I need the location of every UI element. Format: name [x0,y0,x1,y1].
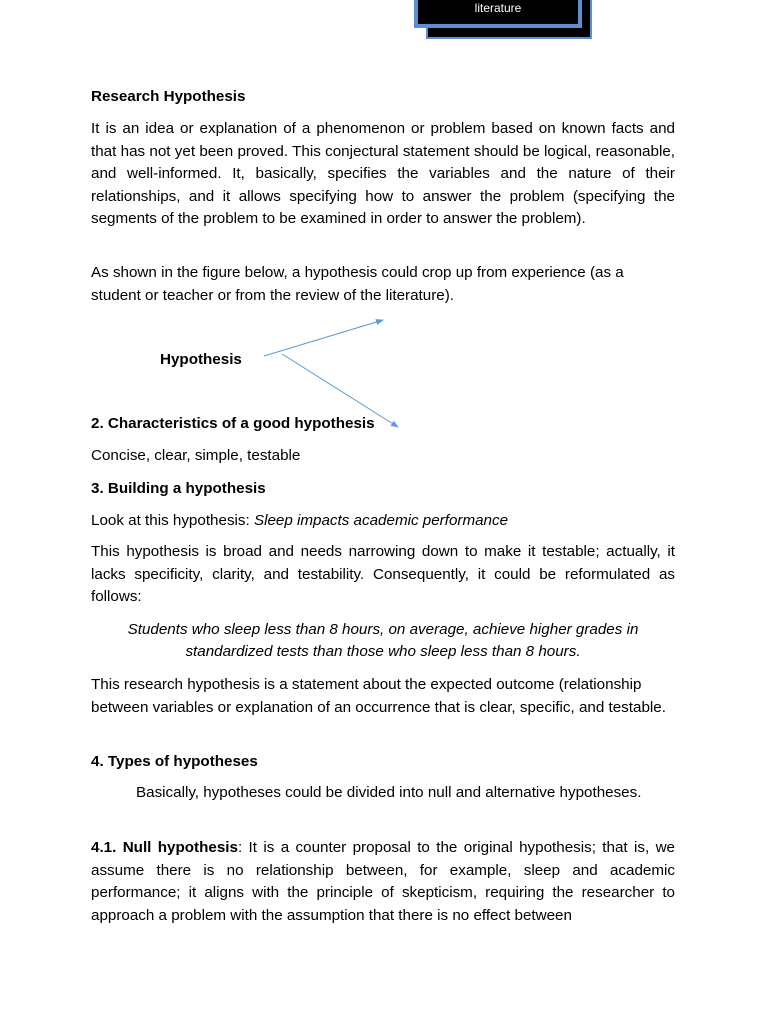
quote-line-1: Students who sleep less than 8 hours, on average, achieve higher grades in [127,621,639,638]
paragraph-narrowing: This hypothesis is broad and needs narrowing down to make it testable; actually, it lacks specificity, clarity, and testability. Consequently, it could be reformulated as follows: [91,543,675,606]
null-hypothesis-label: 4.1. Null hypothesis [91,839,238,856]
paragraph-null-hypothesis [91,837,675,927]
section-heading-building: 3. Building a hypothesis [91,480,266,497]
quote-line-2: standardized tests than those who sleep less than 8 hours. [185,643,581,660]
arrow-up [264,320,383,356]
diagram-hypothesis-label: Hypothesis [160,351,242,368]
section-heading-characteristics: 2. Characteristics of a good hypothesis [91,415,375,432]
paragraph-expected-outcome: This research hypothesis is a statement about the expected outcome (relationship between variables or explanation of an occurrence that is clear, specific, and testable. [91,676,666,716]
paragraph-definition: It is an idea or explanation of a phenomenon or problem based on known facts and that has not yet been proved. This conjectural statement should be logical, reasonable, and well-informed. It, basically, specifies the variables and the nature of their relationships, and it allows specifying how to answer the problem (specifying the segments of the problem to be examined in order to answer the problem). [91,120,675,228]
paragraph-look-at [91,510,675,533]
paragraph-types: Basically, hypotheses could be divided into null and alternative hypotheses. [136,784,642,801]
section-heading-types: 4. Types of hypotheses [91,753,258,770]
paragraph-figure-intro: As shown in the figure below, a hypothesis could crop up from experience (as a student or teacher or from the review of the literature). [91,264,624,304]
look-prefix: Look at this hypothesis: [91,512,254,529]
look-example: Sleep impacts academic performance [253,512,509,529]
characteristics-list: Concise, clear, simple, testable [91,447,301,464]
section-heading-research-hypothesis: Research Hypothesis [91,88,246,105]
null-hypothesis-text: : It is a counter proposal to the original hypothesis; that is, we assume there is no relationship between, for example, sleep and academic performance; it aligns with the principle of skepticism, requiring the researcher to approach a problem with the assumption that there is no effect between [91,839,675,924]
diagram-box-label: literature [474,1,522,15]
